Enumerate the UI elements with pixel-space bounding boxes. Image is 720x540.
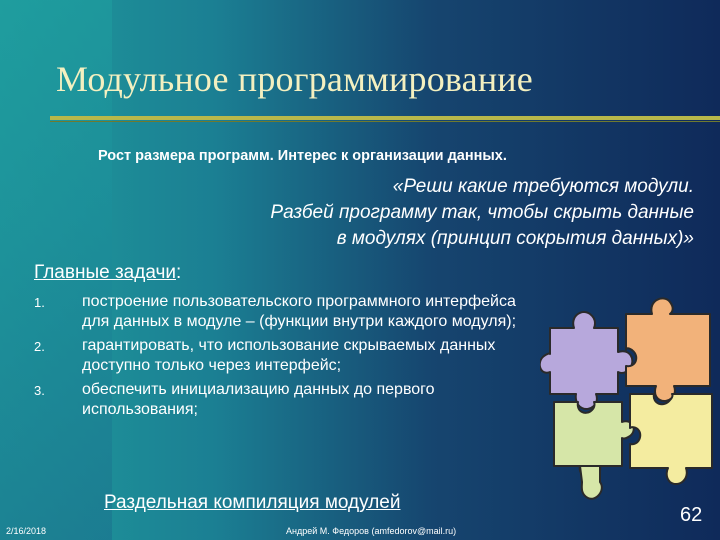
task-item (34, 336, 534, 376)
task-text: обеспечить инициализацию данных до первого использования; (82, 381, 435, 418)
task-text: построение пользовательского программного интерфейса для данных в модуле – (функции внутри каждого модуля); (82, 293, 517, 330)
tasks-heading-text: Главные задачи (34, 262, 176, 283)
footer-author: Андрей М. Федоров (amfedorov@mail.ru) (286, 526, 457, 536)
title-underline (50, 116, 720, 120)
page-number: 62 (680, 504, 703, 526)
title-underline-shadow (50, 121, 720, 122)
tasks-heading (34, 262, 181, 284)
tasks-list (34, 292, 534, 424)
task-number: 3. (34, 383, 45, 398)
puzzle-piece-orange (626, 298, 710, 401)
quote-line-3: в модулях (принцип сокрытия данных)» (336, 228, 694, 249)
slide-title: Модульное программирование (56, 59, 533, 99)
task-item (34, 380, 534, 420)
slide-subtitle: Рост размера программ. Интерес к организации данных. (98, 148, 507, 164)
puzzle-illustration (540, 290, 720, 510)
tasks-heading-colon: : (176, 262, 182, 283)
task-number: 2. (34, 339, 45, 354)
task-item (34, 292, 534, 332)
task-text: гарантировать, что использование скрываемых данных доступно только через интерфейс; (82, 337, 496, 374)
quote-line-2: Разбей программу так, чтобы скрыть данные (270, 202, 694, 223)
footer-date: 2/16/2018 (6, 526, 47, 536)
task-number: 1. (34, 295, 45, 310)
puzzle-piece-yellow (630, 394, 712, 484)
puzzle-piece-purple (540, 312, 632, 409)
puzzle-piece-green-tab (580, 466, 602, 499)
separate-compilation-text: Раздельная компиляция модулей (104, 492, 401, 513)
quote-block (134, 174, 694, 252)
quote-line-1: «Реши какие требуются модули. (392, 176, 694, 197)
